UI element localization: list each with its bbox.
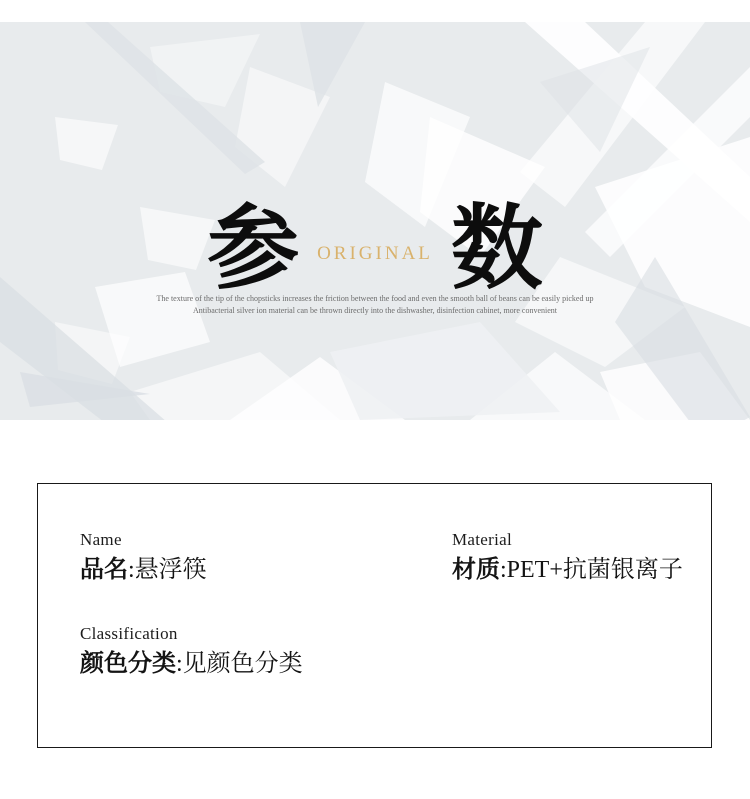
field-value: 悬浮筷 [134, 557, 207, 583]
subtitle-line-2: Antibacterial silver ion material can be thrown directly into the dishwasher, disinfection cabinet, more convenient [192, 306, 557, 315]
field-label-zh: 颜色分类 [80, 651, 176, 677]
field-label-en: Material [452, 530, 512, 549]
field-separator: : [176, 651, 183, 677]
field-label-zh: 品名 [80, 557, 128, 583]
title-char-right: 数 [450, 198, 543, 300]
subtitle-line-1: The texture of the tip of the chopsticks increases the friction between the food and even the smooth ball of beans can be easily picked up [156, 294, 594, 303]
field-separator: : [128, 557, 135, 583]
field-value-line [452, 555, 683, 585]
title-accent-label: ORIGINAL [317, 243, 433, 264]
field-label-en: Name [80, 530, 122, 549]
hero-section [0, 22, 750, 420]
field-label-zh: 材质 [452, 557, 500, 583]
field-value-line [80, 555, 207, 585]
hero-subtitle [0, 293, 750, 317]
field-label-en: Classification [80, 624, 178, 643]
field-value: 见颜色分类 [182, 651, 303, 677]
field-separator: : [500, 557, 507, 583]
spec-field-classification [80, 624, 303, 679]
spec-field-material [452, 530, 683, 585]
field-value: PET+抗菌银离子 [506, 557, 683, 583]
spec-field-name [80, 530, 207, 585]
title-char-left: 参 [207, 198, 300, 300]
field-value-line [80, 649, 303, 679]
specs-box [37, 483, 712, 748]
